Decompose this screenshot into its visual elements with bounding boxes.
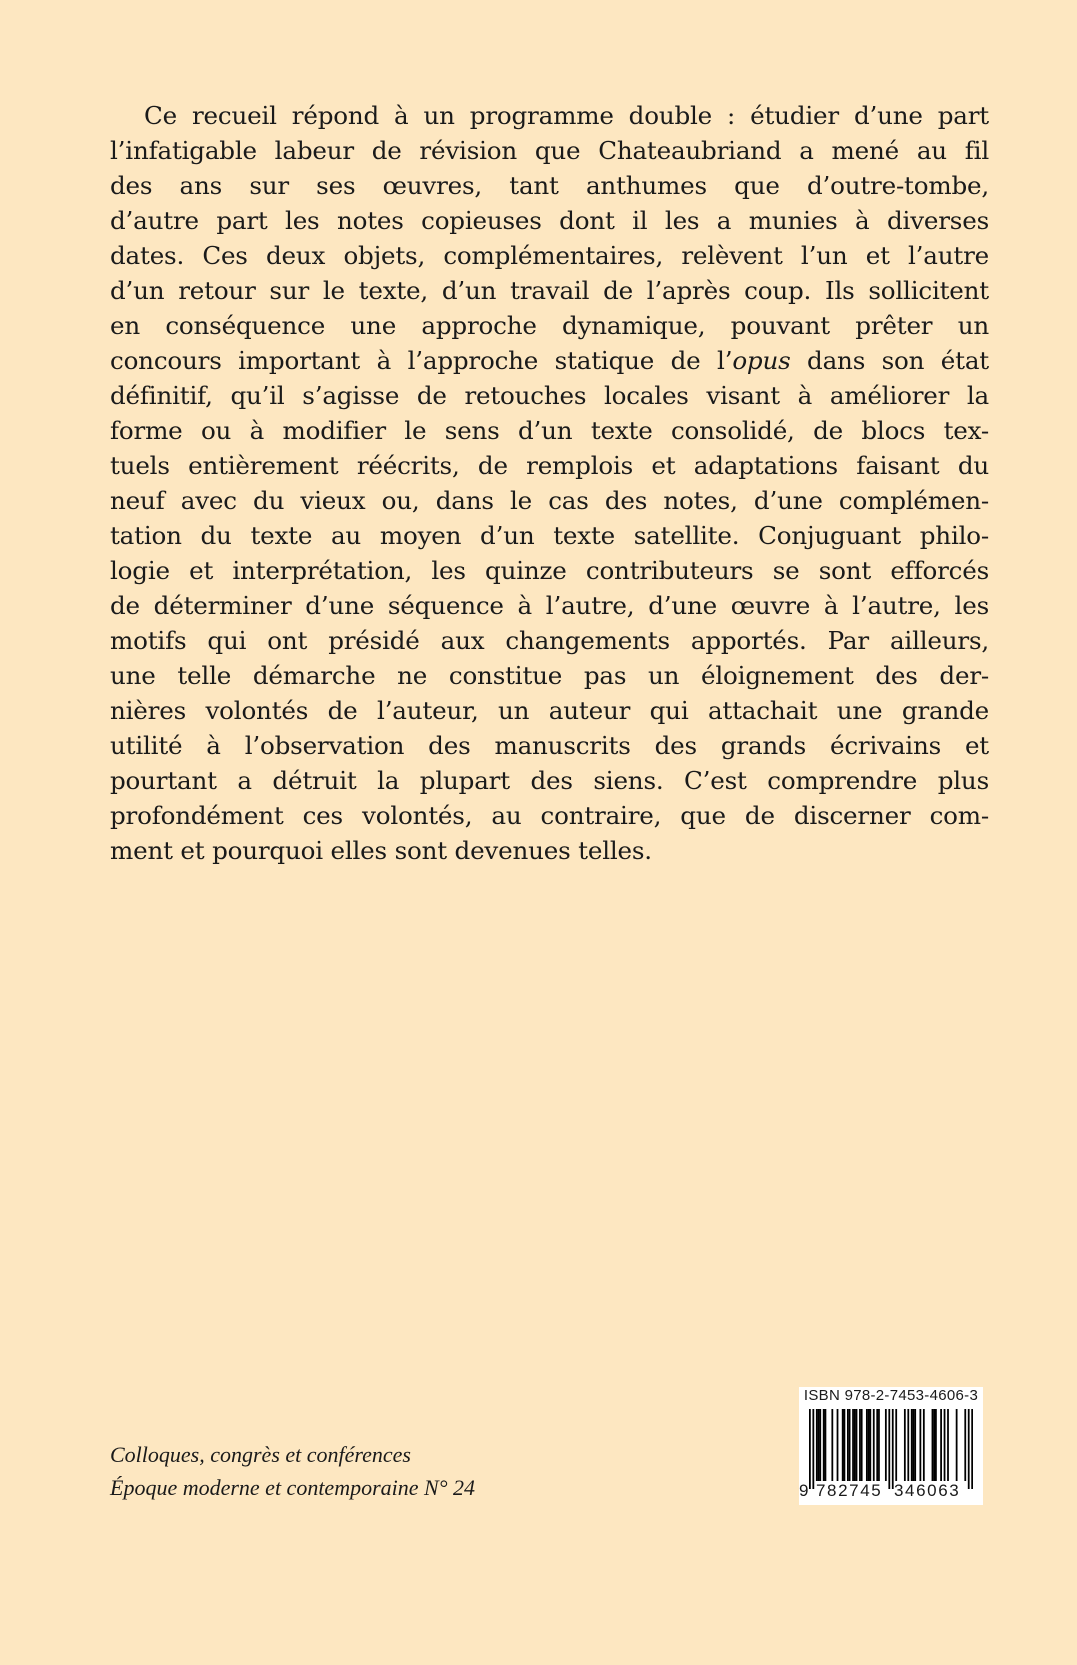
blurb-line: en conséquence une approche dynamique, pouvant prêter un [110,311,989,340]
blurb-line: logie et interprétation, les quinze contributeurs se sont efforcés [110,556,989,585]
blurb-line: des ans sur ses œuvres, tant anthumes que d’outre-tombe, [110,171,989,200]
blurb-line-part: dans son état [790,346,989,375]
blurb-line: d’un retour sur le texte, d’un travail de l’après coup. Ils sollicitent [110,276,989,305]
blurb-line [110,343,989,378]
barcode-bar [964,1409,966,1481]
barcode-bar [823,1409,825,1481]
barcode-bar [932,1409,934,1481]
blurb-italic-word: opus [732,346,791,375]
barcode-bar [809,1409,811,1489]
barcode-bar [971,1409,973,1489]
collection-info [110,1438,475,1504]
barcode-bar [904,1409,906,1481]
barcode-bar [888,1409,890,1489]
barcode-bar [907,1409,909,1481]
collection-series: Colloques, congrès et conférences [110,1442,411,1467]
ean-right-group: 346063 [894,1481,961,1500]
barcode-bar [914,1409,916,1481]
blurb-line: définitif, qu’il s’agisse de retouches locales visant à améliorer la [110,381,989,410]
barcode-bar [944,1409,946,1481]
barcode-bar [878,1409,880,1481]
blurb-line-part: concours important à l’approche statique de l’ [110,346,733,375]
blurb-line: une telle démarche ne constitue pas un éloignement des der- [110,661,989,690]
isbn-barcode [799,1387,983,1505]
blurb-line: de déterminer d’une séquence à l’autre, d’une œuvre à l’autre, les [110,591,989,620]
barcode-bar [847,1409,849,1481]
barcode-bar [869,1409,871,1481]
barcode-bar [856,1409,858,1481]
blurb-line: utilité à l’observation des manuscrits des grands écrivains et [110,731,989,760]
barcode-bar [885,1409,887,1481]
barcode-bar [873,1409,875,1481]
barcode-bar [923,1409,925,1481]
barcode-bar [844,1409,846,1481]
barcode-bar [831,1409,833,1481]
ean-left-group: 782745 [816,1481,883,1500]
isbn-label: ISBN 978-2-7453-4606-3 [803,1387,979,1404]
barcode-bar [868,1409,870,1481]
barcode-bar [816,1409,818,1481]
barcode-bar [818,1409,820,1481]
barcode-bar [911,1409,913,1481]
barcode-bar [842,1409,844,1481]
barcode-bar [919,1409,921,1481]
barcode-bar [947,1409,949,1481]
blurb-line: nières volontés de l’auteur, un auteur qui attachait une grande [110,696,989,725]
barcode-bar [866,1409,868,1481]
barcode-bar [892,1409,894,1489]
barcode-bar [956,1409,958,1481]
blurb-line: profondément ces volontés, au contraire, que de discerner com- [110,801,989,830]
blurb-line: dates. Ces deux objets, complémentaires, relèvent l’un et l’autre [110,241,989,270]
barcode-bar [933,1409,935,1481]
collection-subseries: Époque moderne et contemporaine N° 24 [110,1475,475,1500]
blurb-line: l’infatigable labeur de révision que Chateaubriand a mené au fil [110,136,989,165]
blurb-line: forme ou à modifier le sens d’un texte consolidé, de blocs tex- [110,416,989,445]
barcode-bar [849,1409,851,1481]
barcode-bar [825,1409,827,1481]
barcode-bar [819,1409,821,1481]
barcode-bar [812,1409,814,1489]
barcode-bar [854,1409,856,1481]
blurb-line: motifs qui ont présidé aux changements apportés. Par ailleurs, [110,626,989,655]
blurb-line: neuf avec du vieux ou, dans le cas des notes, d’une complémen- [110,486,989,515]
blurb-line: Ce recueil répond à un programme double : étudier d’une part [144,101,989,130]
ean-first-digit: 9 [799,1481,811,1500]
blurb-line: d’autre part les notes copieuses dont il les a munies à diverses [110,206,989,235]
barcode-bar [895,1409,897,1481]
blurb-line: tuels entièrement réécrits, de remplois et adaptations faisant du [110,451,989,480]
blurb-line: tation du texte au moyen d’un texte satellite. Conjuguant philo- [110,521,989,550]
barcode-bar [861,1409,863,1481]
barcode-bar [859,1409,861,1481]
barcode-bars [809,1409,973,1489]
blurb-line: ment et pourquoi elles sont devenues telles. [110,836,652,865]
barcode-bar [837,1409,839,1481]
barcode-bar [852,1409,854,1481]
barcode-bar [876,1409,878,1481]
barcode-bar [968,1409,970,1489]
barcode-bar [940,1409,942,1481]
barcode-bar [913,1409,915,1481]
barcode-bar [935,1409,937,1481]
blurb-line: pourtant a détruit la plupart des siens. C’est comprendre plus [110,766,989,795]
back-cover-blurb [110,98,989,868]
